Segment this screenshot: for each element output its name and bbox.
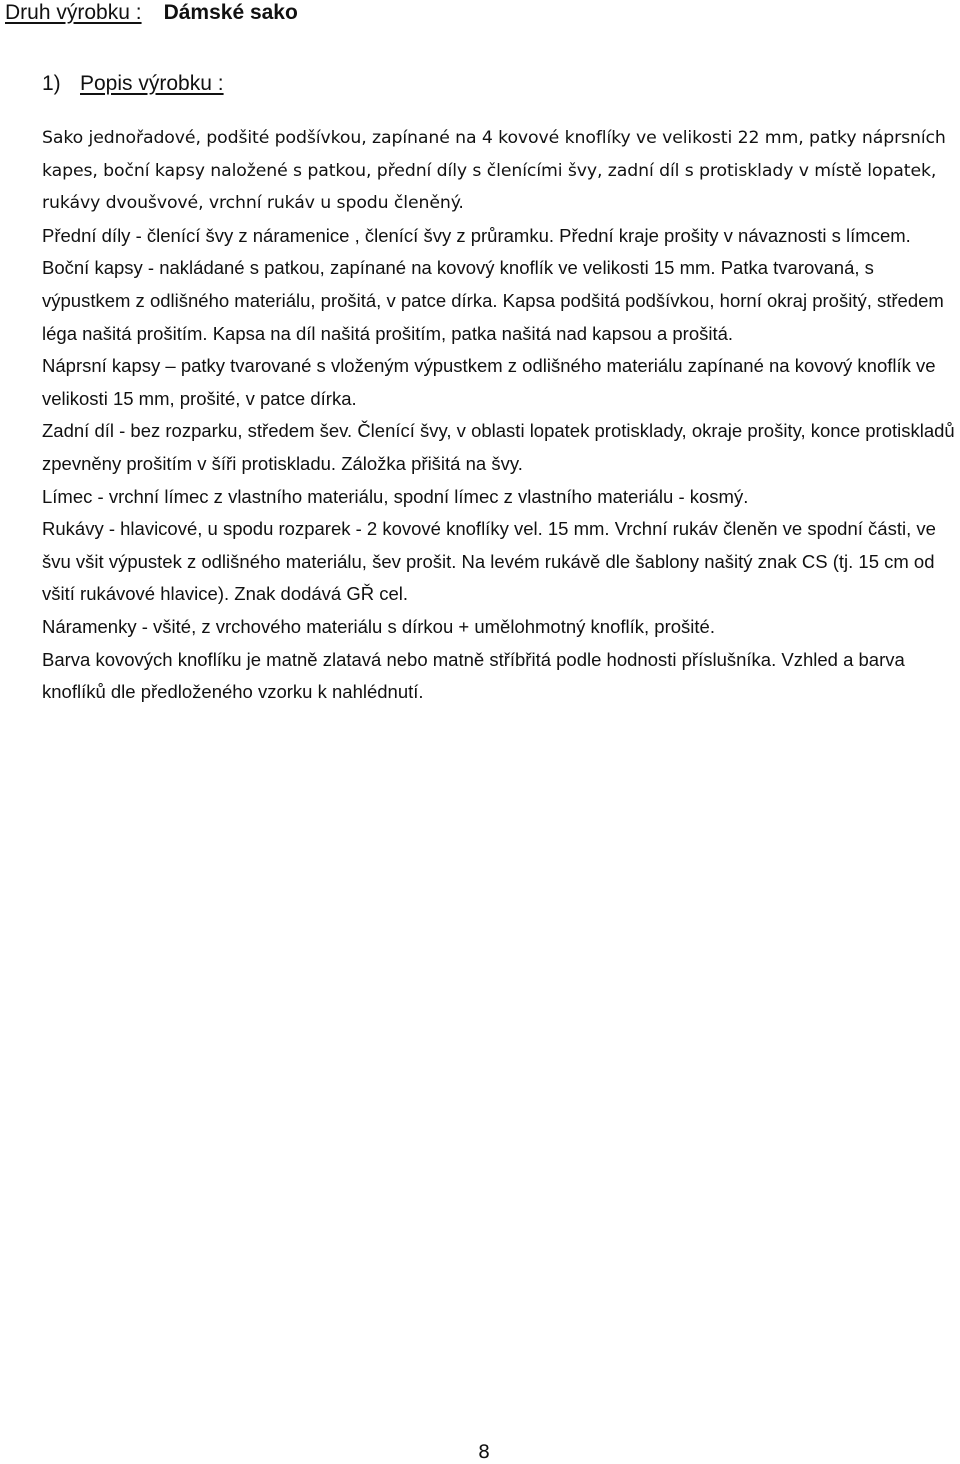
paragraph-chest-pockets: Náprsní kapsy – patky tvarované s vloženým výpustkem z odlišného materiálu zapínané na kovový knoflík ve velikosti 15 mm, prošité, v patce dírka.	[42, 355, 936, 409]
paragraph-side-pockets: Boční kapsy - nakládané s patkou, zapínané na kovový knoflík ve velikosti 15 mm. Patka tvarovaná, s výpustkem z odlišného materiálu, prošitá, v patce dírka. Kapsa podšitá podšívkou, horní okraj prošitý, středem léga našitá prošitím. Kapsa na díl našitá prošitím, patka našitá nad kapsou a prošitá.	[42, 257, 944, 344]
product-type-value: Dámské sako	[163, 1, 298, 24]
section-number: 1)	[42, 72, 61, 95]
paragraph-button-color: Barva kovových knoflíku je matně zlatavá nebo matně stříbřitá podle hodnosti příslušníka. Vzhled a barva knoflíků dle předloženého vzorku k nahlédnutí.	[42, 648, 905, 703]
paragraph-front-panels: Přední díly - členící švy z náramenice , členící švy z průramku. Přední kraje prošity v návaznosti s límcem.	[42, 224, 911, 246]
section-title: Popis výrobku :	[80, 72, 224, 95]
product-description	[42, 122, 960, 709]
paragraph-shoulder-straps: Náramenky - všité, z vrchového materiálu s dírkou + umělohmotný knoflík, prošité.	[42, 615, 715, 637]
paragraph-back-panel: Zadní díl - bez rozparku, středem šev. Členící švy, v oblasti lopatek protisklady, okraje prošity, konce protiskladů zpevněny prošitím v šíři protiskladu. Záložka přišitá na švy.	[42, 420, 955, 474]
product-type-header	[5, 0, 298, 26]
paragraph-overview: Sako jednořadové, podšité podšívkou, zapínané na 4 kovové knoflíky ve velikosti 22 mm, patky náprsních kapes, boční kapsy naložené s patkou, přední díly s členícími švy, zadní díl s protisklady v místě lopatek, rukávy dvoušvové, vrchní rukáv u spodu členěný.	[42, 128, 946, 214]
paragraph-collar: Límec - vrchní límec z vlastního materiálu, spodní límec z vlastního materiálu - kosmý.	[42, 485, 749, 507]
page-number: 8	[477, 1441, 491, 1463]
paragraph-sleeves: Rukávy - hlavicové, u spodu rozparek - 2 kovové knoflíky vel. 15 mm. Vrchní rukáv členěn ve spodní části, ve švu všit výpustek z odlišného materiálu, šev prošit. Na levém rukávě dle šablony našitý znak CS (tj. 15 cm od všití rukávové hlavice). Znak dodává GŘ cel.	[42, 518, 936, 605]
product-type-label: Druh výrobku :	[5, 1, 142, 24]
section-heading	[42, 70, 224, 98]
